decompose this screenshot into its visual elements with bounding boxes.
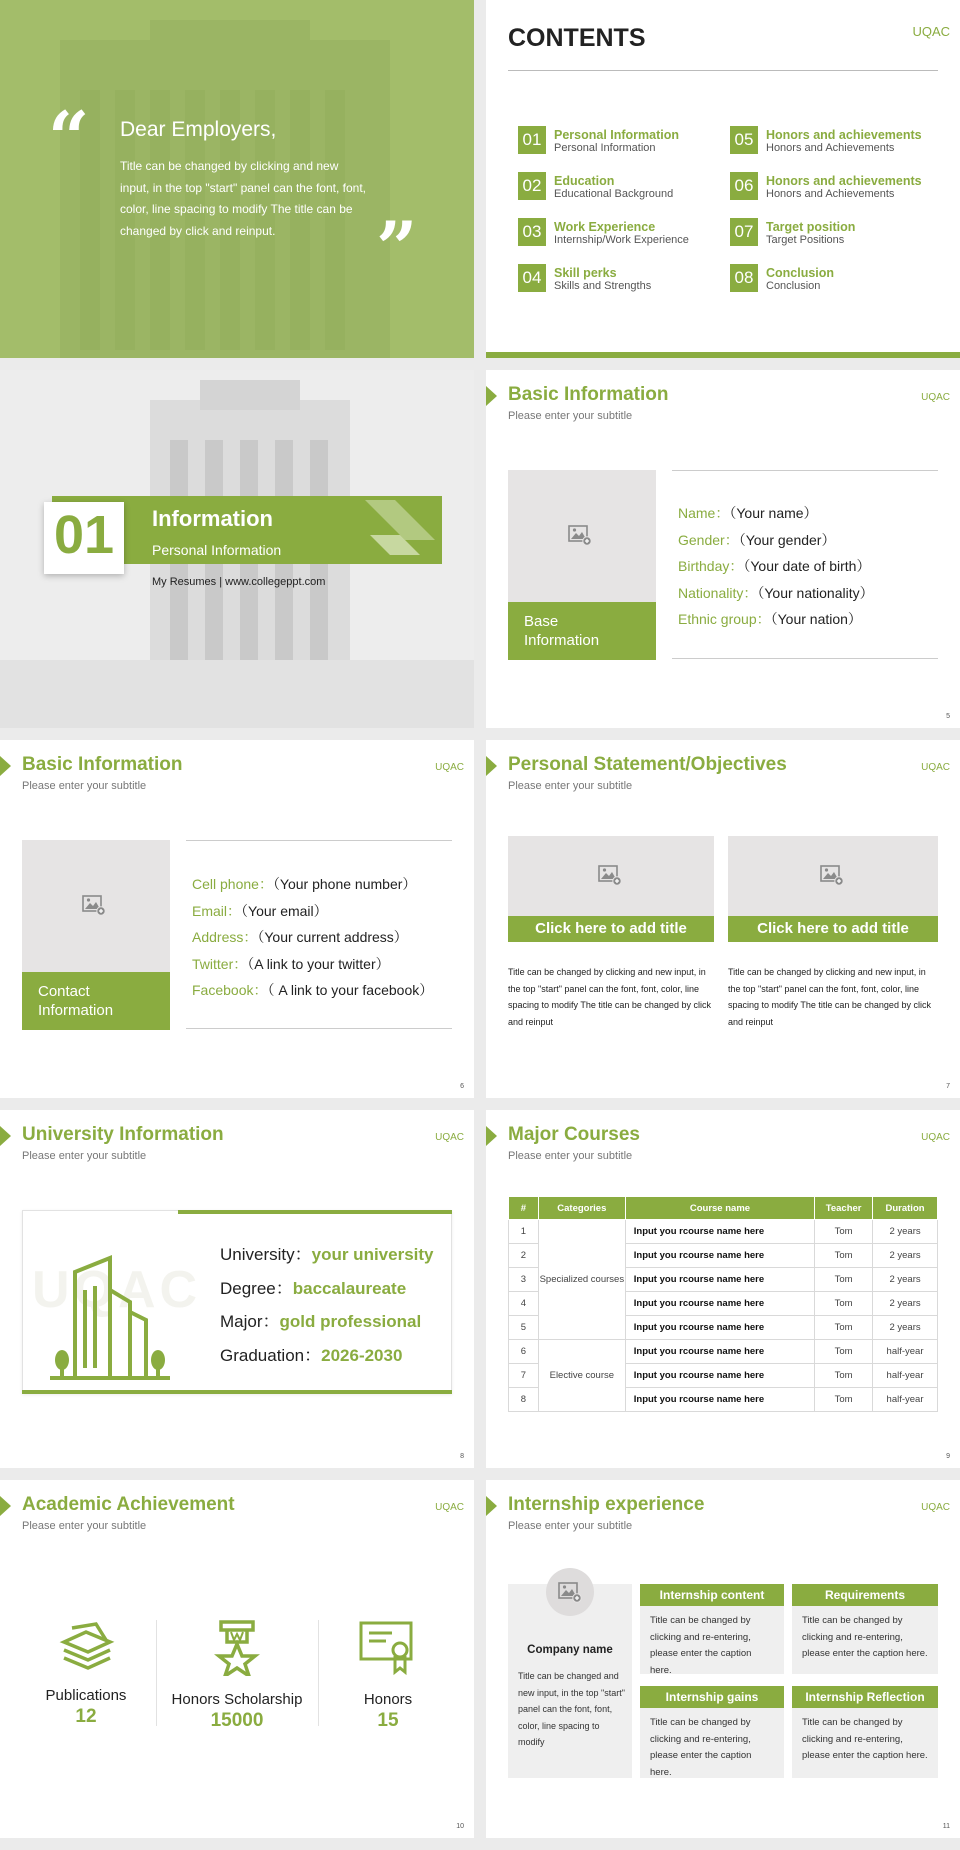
info-value: （Your name）	[729, 505, 818, 521]
requirements-body: Title can be changed by clicking and re-entering, please enter the caption here.	[792, 1606, 938, 1674]
card-title-bar[interactable]: Click here to add title	[728, 916, 938, 942]
stat-publications	[16, 1620, 156, 1728]
contents-item-subtitle: Target Positions	[766, 234, 845, 246]
cell-index: 8	[509, 1388, 539, 1412]
cell-duration: 2 years	[873, 1316, 938, 1340]
stat-value: 12	[75, 1706, 97, 1727]
info-value: （Your date of birth）	[743, 558, 871, 574]
info-row	[678, 606, 874, 633]
stat-label: Honors Scholarship	[171, 1691, 303, 1708]
add-image-icon	[568, 524, 592, 546]
slide-major-courses	[486, 1110, 960, 1468]
cell-index: 3	[509, 1268, 539, 1292]
cell-duration: half-year	[873, 1364, 938, 1388]
contents-item[interactable]	[518, 218, 718, 248]
cell-index: 6	[509, 1340, 539, 1364]
cell-index: 2	[509, 1244, 539, 1268]
contents-item[interactable]	[730, 172, 930, 202]
title-marker-icon	[486, 386, 497, 406]
divider	[508, 70, 938, 71]
info-row	[678, 500, 874, 527]
contents-item-subtitle: Honors and Achievements	[766, 188, 895, 200]
contents-item[interactable]	[518, 172, 718, 202]
page-number: 8	[460, 1453, 464, 1460]
table-row	[509, 1220, 938, 1244]
contents-item-title: Skill perks	[554, 266, 617, 280]
divider-top	[672, 470, 938, 471]
banner-stripe-decoration	[360, 500, 440, 560]
slide-dear-employers	[0, 0, 474, 358]
card-title-bar[interactable]: Click here to add title	[508, 916, 714, 942]
add-image-icon	[82, 894, 106, 916]
title-marker-icon	[0, 1496, 11, 1516]
table-row	[509, 1340, 938, 1364]
info-key: Gender：	[678, 531, 739, 548]
contents-item-title: Education	[554, 174, 615, 188]
slide-basic-information	[486, 370, 960, 728]
contents-item-title: Target position	[766, 220, 856, 234]
table-header-row	[509, 1197, 938, 1220]
cell-teacher: Tom	[815, 1244, 873, 1268]
section-number: 01	[53, 505, 115, 565]
slide-internship-experience	[486, 1480, 960, 1838]
col-header-index: #	[509, 1197, 539, 1220]
info-value: 2026-2030	[321, 1345, 403, 1365]
contents-item-number: 08	[730, 264, 758, 292]
cell-teacher: Tom	[815, 1388, 873, 1412]
stat-value: 15	[377, 1710, 399, 1731]
slide-title: Basic Information	[508, 384, 669, 405]
watermark-text: UQAC	[32, 1261, 202, 1319]
contents-item-number: 04	[518, 264, 546, 292]
contents-item-subtitle: Personal Information	[554, 142, 656, 154]
company-name: Company name	[527, 1644, 613, 1656]
courses-table	[508, 1196, 938, 1412]
info-value: （Your email）	[241, 902, 328, 919]
contents-item-number: 07	[730, 218, 758, 246]
page-number: 5	[946, 713, 950, 720]
info-row	[192, 898, 433, 925]
slide-university-information	[0, 1110, 474, 1468]
info-value: your university	[311, 1245, 434, 1264]
books-icon	[56, 1620, 116, 1672]
info-key: Name：	[678, 505, 730, 521]
info-key: Cell phone：	[192, 876, 273, 892]
info-value: （Your nation）	[770, 611, 862, 627]
cell-course-name: Input you rcourse name here	[625, 1316, 814, 1340]
info-key: Birthday：	[678, 558, 744, 574]
cell-category: Specialized courses	[538, 1220, 625, 1340]
page-number: 7	[946, 1083, 950, 1090]
cell-duration: 2 years	[873, 1292, 938, 1316]
company-description: Title can be changed and new input, in the top "start" panel can the font, font, color, line spacing to modify	[518, 1671, 625, 1747]
contents-item-title: Conclusion	[766, 266, 835, 280]
add-image-icon	[820, 864, 844, 886]
info-row	[192, 977, 433, 1004]
slide-title: Basic Information	[22, 754, 183, 775]
photo-placeholder[interactable]	[22, 840, 170, 972]
info-key: Major：	[220, 1312, 280, 1331]
add-image-icon	[598, 864, 622, 886]
footer-bar	[486, 352, 960, 358]
university-info-list	[220, 1238, 434, 1372]
info-row	[192, 951, 433, 978]
info-key: Email：	[192, 902, 242, 919]
contents-item-number: 05	[730, 126, 758, 154]
internship-content-body: Title can be changed by clicking and re-entering, please enter the caption here.	[640, 1606, 784, 1674]
university-info-row	[220, 1339, 434, 1373]
info-value: baccalaureate	[292, 1278, 407, 1298]
brand-logo: UQAC	[921, 1132, 950, 1143]
company-logo-placeholder[interactable]	[546, 1568, 594, 1616]
stat-honors-scholarship	[167, 1620, 307, 1732]
cell-course-name: Input you rcourse name here	[625, 1340, 814, 1364]
info-value: gold professional	[279, 1312, 422, 1331]
slide-subtitle: Please enter your subtitle	[508, 410, 633, 422]
university-info-row	[220, 1272, 434, 1306]
slide-contact-information	[0, 740, 474, 1098]
contents-item[interactable]	[730, 218, 930, 248]
slide-subtitle: Please enter your subtitle	[508, 780, 633, 792]
page-number: 11	[942, 1823, 950, 1830]
info-row	[678, 527, 874, 554]
cell-course-name: Input you rcourse name here	[625, 1388, 814, 1412]
contents-title: CONTENTS	[508, 24, 646, 52]
award-ribbon-icon	[207, 1620, 267, 1676]
cell-teacher: Tom	[815, 1220, 873, 1244]
divider-bottom	[186, 1028, 452, 1029]
contact-info-label: Contact Information	[38, 983, 114, 1019]
contents-item[interactable]	[518, 126, 718, 156]
title-marker-icon	[0, 756, 11, 776]
slide-subtitle: Please enter your subtitle	[22, 780, 147, 792]
contents-item-subtitle: Conclusion	[766, 280, 821, 292]
info-key: University：	[220, 1245, 312, 1264]
cell-course-name: Input you rcourse name here	[625, 1292, 814, 1316]
card-image-placeholder[interactable]	[508, 836, 714, 916]
contents-item-title: Honors and achievements	[766, 128, 922, 142]
divider-bottom	[672, 658, 938, 659]
university-info-row	[220, 1305, 434, 1339]
internship-reflection-body: Title can be changed by clicking and re-entering, please enter the caption here.	[792, 1708, 938, 1778]
cell-duration: 2 years	[873, 1220, 938, 1244]
col-header-teacher: Teacher	[815, 1197, 873, 1220]
cell-index: 5	[509, 1316, 539, 1340]
cell-index: 4	[509, 1292, 539, 1316]
card-bottom-accent	[22, 1390, 452, 1394]
slide-title: Personal Statement/Objectives	[508, 754, 787, 775]
cell-teacher: Tom	[815, 1340, 873, 1364]
info-row	[678, 553, 874, 580]
info-row	[192, 871, 433, 898]
cell-duration: 2 years	[873, 1268, 938, 1292]
slide-title: University Information	[22, 1124, 224, 1145]
slide-heading: Dear Employers,	[120, 118, 277, 141]
title-marker-icon	[486, 1496, 497, 1516]
info-value: （A link to your twitter）	[247, 955, 390, 972]
title-marker-icon	[0, 1126, 11, 1146]
cell-duration: half-year	[873, 1340, 938, 1364]
cell-duration: 2 years	[873, 1244, 938, 1268]
certificate-icon	[358, 1620, 418, 1676]
stat-value: 15000	[210, 1710, 264, 1731]
stat-honors	[318, 1620, 458, 1732]
card-body-text: Title can be changed by clicking and new input, in the top "start" panel can the font, font, color, line spacing to modify The title can be changed by click and reinput	[508, 967, 711, 1027]
section-title: Information	[152, 506, 273, 531]
cell-index: 1	[509, 1220, 539, 1244]
info-key: Ethnic group：	[678, 611, 771, 627]
internship-content-header: Internship content	[640, 1584, 784, 1606]
cell-course-name: Input you rcourse name here	[625, 1220, 814, 1244]
info-key: Address：	[192, 929, 258, 945]
photo-placeholder[interactable]	[508, 470, 656, 602]
cell-index: 7	[509, 1364, 539, 1388]
cell-teacher: Tom	[815, 1364, 873, 1388]
info-key: Facebook：	[192, 982, 268, 998]
cell-course-name: Input you rcourse name here	[625, 1268, 814, 1292]
card-top-accent	[178, 1210, 452, 1214]
stat-label: Honors	[363, 1691, 413, 1708]
university-building-icon	[50, 1250, 170, 1390]
slide-section-01	[0, 370, 474, 728]
col-header-course-name: Course name	[625, 1197, 814, 1220]
info-value: （Your gender）	[738, 531, 836, 548]
brand-logo: UQAC	[435, 1502, 464, 1513]
close-quote-mark: ”	[376, 205, 418, 290]
col-header-categories: Categories	[538, 1197, 625, 1220]
contents-item-subtitle: Educational Background	[554, 188, 674, 200]
university-info-row	[220, 1238, 434, 1272]
contents-item-subtitle: Honors and Achievements	[766, 142, 895, 154]
cell-course-name: Input you rcourse name here	[625, 1364, 814, 1388]
contents-item-title: Honors and achievements	[766, 174, 922, 188]
info-value: （Your current address）	[257, 929, 408, 945]
cell-teacher: Tom	[815, 1316, 873, 1340]
contents-item-number: 06	[730, 172, 758, 200]
info-value: （Your nationality）	[757, 584, 874, 601]
info-key: Graduation：	[220, 1345, 322, 1365]
section-footer-text: My Resumes | www.collegeppt.com	[152, 576, 326, 588]
contents-item-subtitle: Internship/Work Experience	[554, 234, 689, 246]
contents-item-subtitle: Skills and Strengths	[554, 280, 652, 292]
contents-item-number: 01	[518, 126, 546, 154]
contents-item-title: Personal Information	[554, 128, 680, 142]
contact-info-list	[192, 871, 433, 1004]
contents-item-title: Work Experience	[554, 220, 656, 234]
title-marker-icon	[486, 756, 497, 776]
page-number: 10	[456, 1823, 464, 1830]
brand-logo: UQAC	[921, 762, 950, 773]
internship-gains-header: Internship gains	[640, 1686, 784, 1708]
slide-title: Major Courses	[508, 1124, 640, 1145]
internship-gains-body: Title can be changed by clicking and re-entering, please enter the caption here.	[640, 1708, 784, 1778]
cell-duration: half-year	[873, 1388, 938, 1412]
contents-item[interactable]	[730, 264, 930, 294]
cell-category: Elective course	[538, 1340, 625, 1412]
contents-item[interactable]	[730, 126, 930, 156]
internship-reflection-header: Internship Reflection	[792, 1686, 938, 1708]
slide-title: Academic Achievement	[22, 1494, 235, 1515]
divider-top	[186, 840, 452, 841]
page-number: 9	[946, 1453, 950, 1460]
contents-item[interactable]	[518, 264, 718, 294]
cell-teacher: Tom	[815, 1292, 873, 1316]
col-header-duration: Duration	[873, 1197, 938, 1220]
stat-divider	[156, 1620, 157, 1726]
basic-info-list	[678, 500, 874, 633]
slide-title: Internship experience	[508, 1494, 705, 1515]
slide-personal-statement	[486, 740, 960, 1098]
section-subtitle: Personal Information	[152, 542, 282, 558]
slide-subtitle: Please enter your subtitle	[22, 1150, 147, 1162]
slide-contents	[486, 0, 960, 358]
cell-course-name: Input you rcourse name here	[625, 1244, 814, 1268]
slide-subtitle: Please enter your subtitle	[508, 1150, 633, 1162]
contents-item-number: 03	[518, 218, 546, 246]
info-value: （ A link to your facebook）	[267, 982, 434, 998]
info-key: Degree：	[220, 1278, 293, 1298]
page-number: 6	[460, 1083, 464, 1090]
brand-logo: UQAC	[912, 24, 950, 39]
stat-label: Publications	[45, 1687, 127, 1704]
slide-academic-achievement	[0, 1480, 474, 1838]
info-row	[678, 580, 874, 607]
info-row	[192, 924, 433, 951]
add-image-icon	[558, 1581, 582, 1603]
info-key: Twitter：	[192, 955, 248, 972]
brand-logo: UQAC	[435, 762, 464, 773]
cell-teacher: Tom	[815, 1268, 873, 1292]
requirements-header: Requirements	[792, 1584, 938, 1606]
title-marker-icon	[486, 1126, 497, 1146]
open-quote-mark: “	[48, 95, 90, 180]
info-value: （Your phone number）	[272, 876, 417, 892]
slide-body-text: Title can be changed by clicking and new input, in the top "start" panel can the font, font, color, line spacing to modify The title can be changed by click and reinput.	[120, 159, 367, 238]
brand-logo: UQAC	[435, 1132, 464, 1143]
base-info-label: Base Information	[524, 613, 600, 649]
contents-item-number: 02	[518, 172, 546, 200]
card-body-text: Title can be changed by clicking and new input, in the top "start" panel can the font, font, color, line spacing to modify The title can be changed by click and reinput	[728, 967, 931, 1027]
brand-logo: UQAC	[921, 1502, 950, 1513]
card-image-placeholder[interactable]	[728, 836, 938, 916]
slide-subtitle: Please enter your subtitle	[22, 1520, 147, 1532]
info-key: Nationality：	[678, 584, 758, 601]
slide-subtitle: Please enter your subtitle	[508, 1520, 633, 1532]
brand-logo: UQAC	[921, 392, 950, 403]
